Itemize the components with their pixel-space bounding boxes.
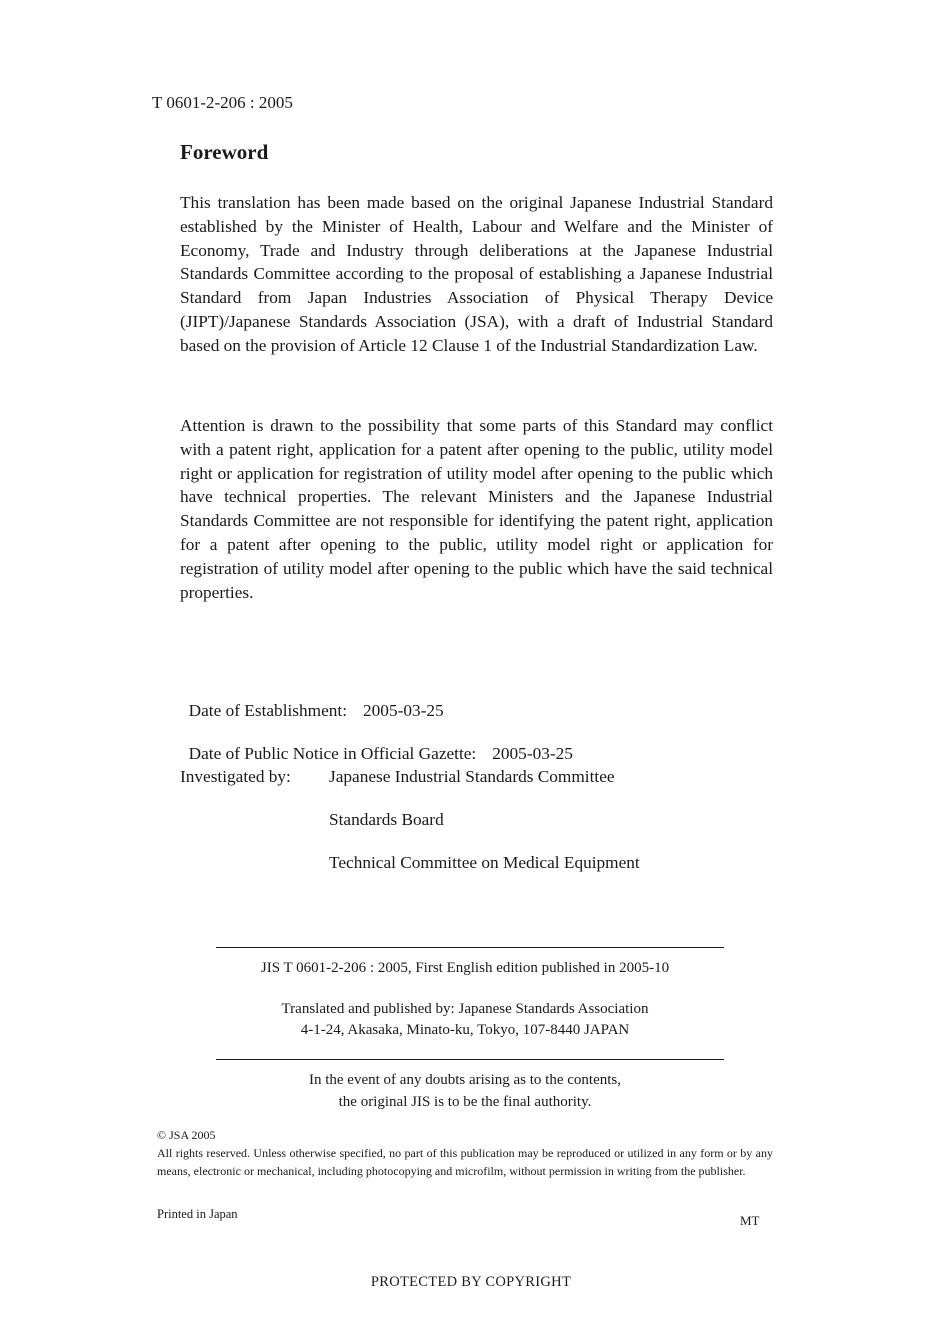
gazette-row: [180, 724, 573, 764]
investigated-label: Investigated by:: [180, 767, 291, 786]
investigated-technical-committee: Technical Committee on Medical Equipment: [329, 853, 640, 872]
establishment-label: Date of Establishment:: [188, 701, 348, 720]
footer-divider-top: [216, 947, 724, 948]
authority-line-2: the original JIS is to be the final authority.: [338, 1094, 592, 1110]
publisher-line-1: Translated and published by: Japanese Standards Association: [281, 1001, 649, 1017]
footer-divider-bottom: [216, 1059, 724, 1060]
authority-line-1: In the event of any doubts arising as to the contents,: [308, 1072, 621, 1088]
foreword-paragraph-1: This translation has been made based on the original Japanese Industrial Standard established by the Minister of Health, Labour and Welfare and the Minister of Economy, Trade and Industry through deliberations at the Japanese Industrial Standards Committee according to the proposal of establishing a Japanese Industrial Standard from Japan Industries Association of Physical Therapy Device (JIPT)/Japanese Standards Association (JSA), with a draft of Industrial Standard based on the provision of Article 12 Clause 1 of the Industrial Standardization Law.: [180, 193, 773, 355]
establishment-date: 2005-03-25: [363, 701, 444, 720]
foreword-heading: Foreword: [180, 140, 269, 164]
copyright-notice: © JSA 2005: [157, 1128, 216, 1142]
investigated-committee: Japanese Industrial Standards Committee: [329, 767, 615, 786]
edition-line: JIS T 0601-2-206 : 2005, First English edition published in 2005-10: [260, 960, 670, 976]
establishment-row: [180, 681, 444, 721]
gazette-date: 2005-03-25: [492, 744, 573, 763]
publisher-address: 4-1-24, Akasaka, Minato-ku, Tokyo, 107-8440 JAPAN: [300, 1022, 630, 1038]
document-id: T 0601-2-206 : 2005: [152, 93, 293, 112]
printed-in-japan: Printed in Japan: [157, 1207, 238, 1221]
gazette-label: Date of Public Notice in Official Gazette:: [188, 744, 477, 763]
protected-by-copyright: PROTECTED BY COPYRIGHT: [370, 1274, 572, 1290]
foreword-paragraph-2: Attention is drawn to the possibility that some parts of this Standard may conflict with a patent right, application for a patent after opening to the public, utility model right or application for registration of utility model after opening to the public which have technical properties. The relevant Ministers and the Japanese Industrial Standards Committee are not responsible for identifying the patent right, application for a patent after opening to the public, utility model right or application for registration of utility model after opening to the public which have the said technical properties.: [180, 416, 773, 602]
investigated-board: Standards Board: [329, 810, 444, 829]
rights-statement: All rights reserved. Unless otherwise specified, no part of this publication may be reproduced or utilized in any form or by any means, electronic or mechanical, including photocopying and microfilm, without permission in writing from the publisher.: [157, 1146, 773, 1178]
publication-code: MT: [740, 1213, 760, 1228]
